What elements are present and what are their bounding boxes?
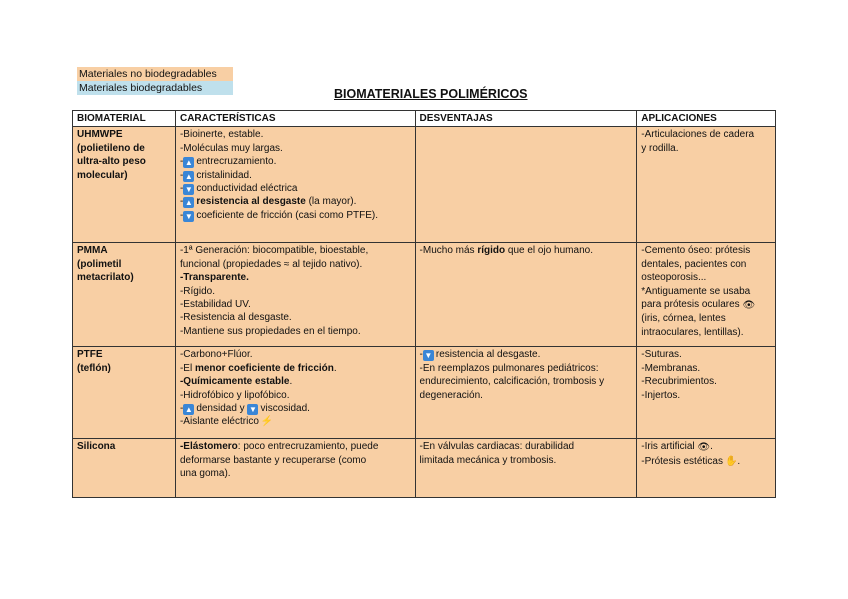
- text-line: -Prótesis estéticas ✋.: [641, 455, 741, 467]
- line-text: densidad y: [196, 403, 248, 415]
- up-arrow-icon: ▲: [184, 198, 193, 208]
- name-line: metacrilato): [77, 272, 134, 284]
- table-row: [73, 439, 776, 498]
- line-text: -Prótesis estéticas: [641, 455, 723, 467]
- line-text-bold: resistencia al desgaste: [196, 196, 306, 208]
- text-line: [420, 244, 633, 257]
- line-text-bold: rígido: [477, 245, 506, 257]
- text-line: degeneración.: [419, 389, 483, 401]
- text-line: [180, 375, 411, 388]
- text-line: -Iris artificial 👁.: [641, 441, 713, 454]
- text-line: endurecimiento, calcificación, trombosis y: [419, 376, 605, 388]
- text-line: -En reemplazos pulmonares pediátricos:: [419, 362, 599, 374]
- text-line: -Membranas.: [641, 362, 701, 374]
- text-line: -Mantiene sus propiedades en el tiempo.: [179, 325, 361, 337]
- name-line: UHMWPE: [77, 129, 123, 141]
- caracteristicas-cell: [175, 347, 415, 439]
- legend: [77, 67, 233, 95]
- text-line: -Recubrimientos.: [641, 376, 717, 388]
- aplicaciones-cell: [637, 243, 776, 347]
- down-arrow-icon: ▼: [184, 211, 193, 221]
- caracteristicas-cell: [175, 243, 415, 347]
- down-arrow-icon: ▼: [249, 405, 257, 415]
- caracteristicas-cell: [175, 439, 415, 498]
- line-text: cristalinidad.: [196, 169, 252, 181]
- line-text-bold: menor coeficiente de fricción: [194, 362, 334, 374]
- up-arrow-icon: ▲: [184, 405, 193, 415]
- line-text: para prótesis oculares: [641, 299, 740, 311]
- text-line: -1ª Generación: biocompatible, bioestable,: [179, 245, 369, 257]
- biomaterial-cell: [73, 243, 176, 347]
- name-line: PTFE: [77, 349, 103, 361]
- text-line: [180, 440, 411, 453]
- text-line: limitada mecánica y trombosis.: [419, 454, 557, 466]
- eye-icon: 👁: [697, 442, 711, 454]
- name-line: PMMA: [77, 245, 108, 257]
- desventajas-cell: [415, 439, 637, 498]
- aplicaciones-cell: [637, 439, 776, 498]
- up-arrow-icon: ▲: [184, 171, 193, 181]
- desventajas-cell: [415, 243, 637, 347]
- text-line: una goma).: [179, 468, 231, 480]
- line-text: : poco entrecruzamiento, puede: [237, 441, 379, 453]
- text-line: - ▲ densidad y ▼ viscosidad.: [179, 403, 310, 415]
- text-line: - ▼ resistencia al desgaste.: [419, 349, 541, 361]
- page-title: BIOMATERIALES POLIMÉRICOS: [334, 87, 528, 101]
- legend-non-biodegradable: Materiales no biodegradables: [77, 67, 233, 81]
- aplicaciones-cell: [637, 127, 776, 243]
- line-text: .: [333, 362, 337, 374]
- spark-icon: ⚡: [260, 416, 274, 428]
- text-line: [180, 415, 411, 428]
- name-line: (polimetil: [77, 258, 122, 270]
- line-text: .: [289, 376, 293, 388]
- up-arrow-icon: ▲: [184, 158, 193, 168]
- text-line: -Hidrofóbico y lipofóbico.: [179, 389, 290, 401]
- text-line: dentales, pacientes con: [641, 258, 747, 270]
- text-line: [641, 298, 771, 312]
- header-caracteristicas: CARACTERÍSTICAS: [175, 111, 415, 127]
- name-line: Silicona: [77, 441, 116, 453]
- desventajas-cell: [415, 347, 637, 439]
- line-text: -Aislante eléctrico: [179, 416, 259, 428]
- table-row: [73, 127, 776, 243]
- name-line: (teflón): [77, 362, 111, 374]
- text-line: [180, 362, 411, 375]
- header-aplicaciones: APLICACIONES: [637, 111, 776, 127]
- text-line: intraoculares, lentillas).: [641, 326, 744, 338]
- line-text-bold: -Químicamente estable: [179, 376, 290, 388]
- text-line: osteoporosis...: [641, 272, 707, 284]
- text-line: -En válvulas cardiacas: durabilidad: [419, 441, 575, 453]
- text-line: -Resistencia al desgaste.: [179, 312, 292, 324]
- biomaterials-table: [72, 110, 776, 498]
- header-biomaterial: BIOMATERIAL: [73, 111, 176, 127]
- line-text: -El: [179, 362, 195, 374]
- text-line: -Suturas.: [641, 349, 682, 361]
- desventajas-cell: [415, 127, 637, 243]
- text-line: -Moléculas muy largas.: [179, 142, 283, 154]
- line-text: viscosidad.: [260, 403, 310, 415]
- text-line: -Injertos.: [641, 389, 681, 401]
- down-arrow-icon: ▼: [424, 351, 433, 361]
- text-line: (iris, córnea, lentes: [641, 313, 726, 325]
- eye-icon: 👁: [742, 300, 756, 312]
- line-text: resistencia al desgaste.: [435, 349, 541, 361]
- text-line: - ▼ conductividad eléctrica: [179, 183, 298, 195]
- text-line: -Estabilidad UV.: [179, 299, 251, 311]
- line-text: -Mucho más: [419, 245, 478, 257]
- table-row: [73, 347, 776, 439]
- table-row: [73, 243, 776, 347]
- text-line: -Carbono+Flúor.: [179, 349, 253, 361]
- hand-icon: ✋: [724, 455, 738, 467]
- text-line: -Transparente.: [179, 272, 249, 284]
- header-desventajas: DESVENTAJAS: [415, 111, 637, 127]
- text-line: -Articulaciones de cadera: [641, 129, 755, 141]
- text-line: -Bioinerte, estable.: [179, 129, 264, 141]
- text-line: funcional (propiedades ≈ al tejido nativo).: [179, 258, 363, 270]
- biomaterial-cell: [73, 439, 176, 498]
- name-line: (polietileno de: [77, 142, 145, 154]
- text-line: *Antiguamente se usaba: [641, 285, 751, 297]
- table-header-row: [73, 111, 776, 127]
- down-arrow-icon: ▼: [184, 185, 193, 195]
- legend-biodegradable: Materiales biodegradables: [77, 81, 233, 95]
- name-line: molecular): [77, 169, 128, 181]
- line-text: (la mayor).: [305, 196, 357, 208]
- text-line: deformarse bastante y recuperarse (como: [179, 454, 367, 466]
- line-text: que el ojo humano.: [505, 245, 593, 257]
- line-text-bold: -Elástomero: [179, 441, 238, 453]
- text-line: - ▲ entrecruzamiento.: [179, 156, 277, 168]
- text-line: -Rígido.: [179, 285, 215, 297]
- name-line: ultra-alto peso: [77, 156, 146, 168]
- line-text: -Iris artificial: [641, 441, 695, 453]
- line-text: conductividad eléctrica: [196, 183, 298, 195]
- caracteristicas-cell: [175, 127, 415, 243]
- biomaterial-cell: [73, 127, 176, 243]
- text-line: -Cemento óseo: prótesis: [641, 245, 751, 257]
- line-text: entrecruzamiento.: [196, 156, 277, 168]
- line-text: coeficiente de fricción (casi como PTFE).: [196, 209, 379, 221]
- aplicaciones-cell: [637, 347, 776, 439]
- text-line: - ▲ resistencia al desgaste (la mayor).: [179, 196, 357, 208]
- biomaterial-cell: [73, 347, 176, 439]
- text-line: y rodilla.: [641, 142, 679, 154]
- text-line: - ▼ coeficiente de fricción (casi como PTFE).: [179, 209, 379, 221]
- text-line: - ▲ cristalinidad.: [179, 169, 252, 181]
